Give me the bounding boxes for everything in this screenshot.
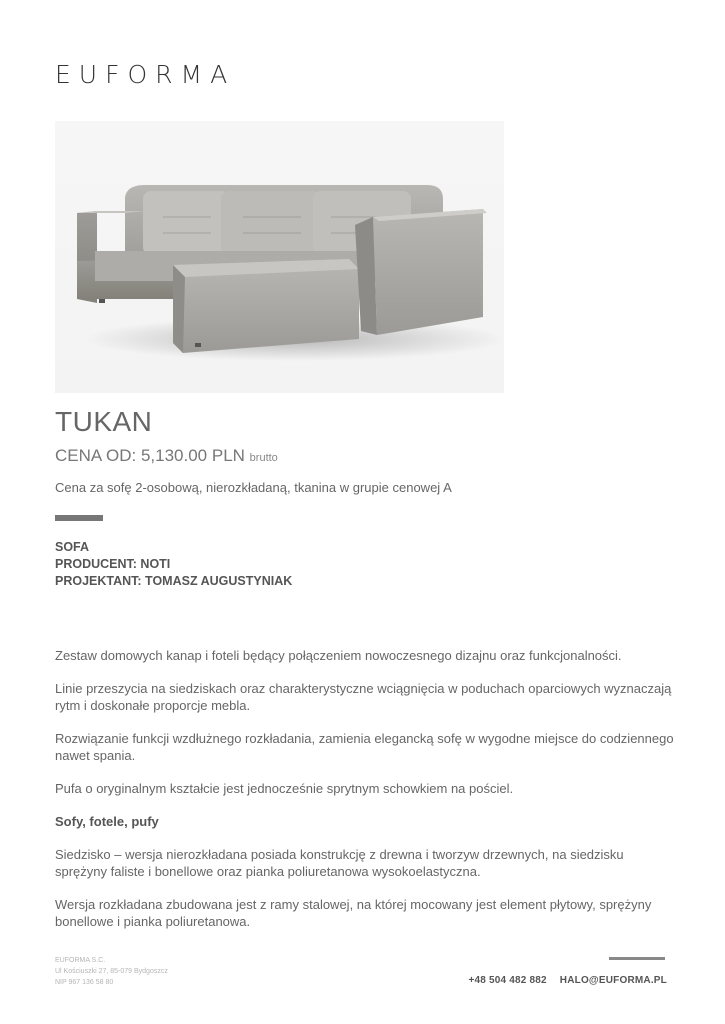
price-note: Cena za sofę 2-osobową, nierozkładaną, tkanina w grupie cenowej A <box>55 480 452 495</box>
price-line <box>55 446 278 466</box>
description-heading: Sofy, fotele, pufy <box>55 814 159 829</box>
spec-producer: PRODUCENT: NOTI <box>55 557 171 571</box>
price-value: CENA OD: 5,130.00 PLN <box>55 446 245 465</box>
company-name: EUFORMA S.C. <box>55 957 106 964</box>
company-nip: NIP 967 136 58 80 <box>55 979 114 986</box>
product-description <box>55 647 675 946</box>
contact-info <box>458 975 667 986</box>
email-link[interactable]: HALO@EUFORMA.PL <box>559 975 667 986</box>
company-address: Ul Kościuszki 27, 85-079 Bydgoszcz <box>55 968 168 975</box>
price-suffix: brutto <box>249 452 278 464</box>
company-info <box>55 955 168 988</box>
description-paragraph: Zestaw domowych kanap i foteli będący połączeniem nowoczesnego dizajnu oraz funkcjonalności. <box>55 648 622 663</box>
product-title: TUKAN <box>55 406 153 437</box>
divider-bar <box>55 515 103 521</box>
description-paragraph: Linie przeszycia na siedziskach oraz charakterystyczne wciągnięcia w poduchach oparciowych wyznaczają rytm i doskonałe proporcje mebla. <box>55 681 672 713</box>
spec-designer: PROJEKTANT: TOMASZ AUGUSTYNIAK <box>55 574 293 588</box>
brand-logo: EUFORMA <box>55 60 236 89</box>
spec-category: SOFA <box>55 540 90 554</box>
phone-link[interactable]: +48 504 482 882 <box>468 975 547 986</box>
description-paragraph: Siedzisko – wersja nierozkładana posiada konstrukcję z drewna i tworzyw drzewnych, na siedzisku sprężyny faliste i bonellowe oraz pianka poliuretanowa wysokoelastyczna. <box>55 847 624 879</box>
description-paragraph: Wersja rozkładana zbudowana jest z ramy stalowej, na której mocowany jest element płytowy, sprężyny bonellowe i pianka poliuretanowa. <box>55 897 652 929</box>
product-specs <box>55 539 292 590</box>
footer-divider <box>609 957 665 960</box>
sofa-photo-icon <box>55 121 504 393</box>
product-image <box>55 121 504 393</box>
description-paragraph: Rozwiązanie funkcji wzdłużnego rozkładania, zamienia elegancką sofę w wygodne miejsce do codziennego nawet spania. <box>55 731 674 763</box>
description-paragraph: Pufa o oryginalnym kształcie jest jednocześnie sprytnym schowkiem na pościel. <box>55 781 514 796</box>
